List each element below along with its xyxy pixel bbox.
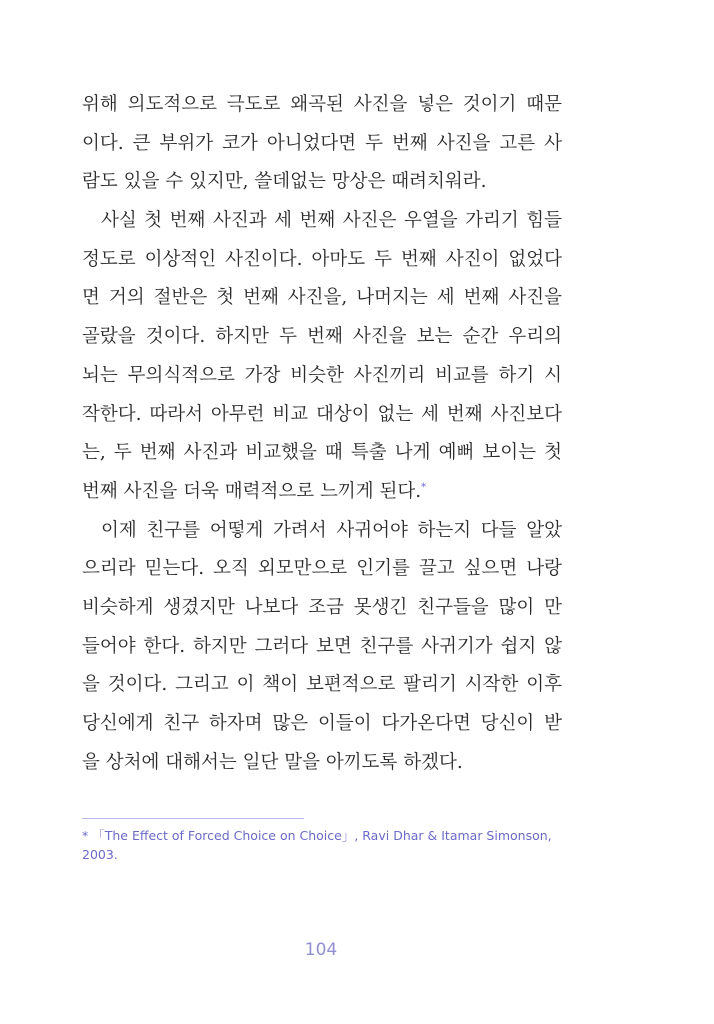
text-line [82,589,562,628]
text-line [82,628,562,667]
text-line [82,396,562,435]
text-line-content: 으리라 믿는다. 오직 외모만으로 인기를 끌고 싶으면 나랑 [82,558,562,580]
text-line-content: 당신에게 친구 하자며 많은 이들이 다가온다면 당신이 받 [82,713,562,734]
text-line-content: 람도 있을 수 있지만, 쓸데없는 망상은 때려치워라. [82,171,487,193]
footnote: * 「The Effect of Forced Choice on Choice」, Ravi Dhar & Itamar Simonson, 2003. [82,828,552,862]
text-line-content: 작한다. 따라서 아무런 비교 대상이 없는 세 번째 사진보다 [82,403,562,425]
text-line [82,744,562,783]
text-line [82,434,562,473]
text-line [82,666,562,705]
text-line [82,473,562,512]
body-text [82,86,562,782]
text-line [82,550,562,589]
text-line-content: 을 상처에 대해서는 일단 말을 아끼도록 하겠다. [82,751,463,773]
text-line-content: 골랐을 것이다. 하지만 두 번째 사진을 보는 순간 우리의 [82,326,562,348]
text-line-content: 을 것이다. 그리고 이 책이 보편적으로 팔리기 시작한 이후 [82,674,562,696]
text-line-content: 는, 두 번째 사진과 비교했을 때 특출 나게 예뻐 보이는 첫 [82,442,562,464]
page-number: 104 [304,940,338,960]
text-line [82,279,562,318]
text-line-content: 번째 사진을 더욱 매력적으로 느끼게 된다. [82,480,422,502]
text-line-content: 뇌는 무의식적으로 가장 비슷한 사진끼리 비교를 하기 시 [82,364,562,386]
text-line [82,86,562,125]
text-line [82,318,562,357]
text-line-content: 비슷하게 생겼지만 나보다 조금 못생긴 친구들을 많이 만 [82,596,562,618]
text-line [82,512,562,551]
footnote-divider [82,818,304,819]
footnote-reference[interactable]: * [421,481,427,493]
text-line [82,163,562,202]
text-line-content: 정도로 이상적인 사진이다. 아마도 두 번째 사진이 없었다 [82,248,562,270]
text-line-content: 이제 친구를 어떻게 가려서 사귀어야 하는지 다들 알았 [101,519,562,541]
text-line-content: 사실 첫 번째 사진과 세 번째 사진은 우열을 가리기 힘들 [101,210,562,232]
text-line [82,357,562,396]
text-line-content: 이다. 큰 부위가 코가 아니었다면 두 번째 사진을 고른 사 [82,132,562,154]
text-line-content: 들어야 한다. 하지만 그러다 보면 친구를 사귀기가 쉽지 않 [82,635,562,657]
text-line [82,125,562,164]
text-line-content: 면 거의 절반은 첫 번째 사진을, 나머지는 세 번째 사진을 [82,287,562,309]
text-line-content: 위해 의도적으로 극도로 왜곡된 사진을 넣은 것이기 때문 [82,94,562,115]
text-line [82,241,562,280]
text-line [82,202,562,241]
text-line [82,705,562,744]
